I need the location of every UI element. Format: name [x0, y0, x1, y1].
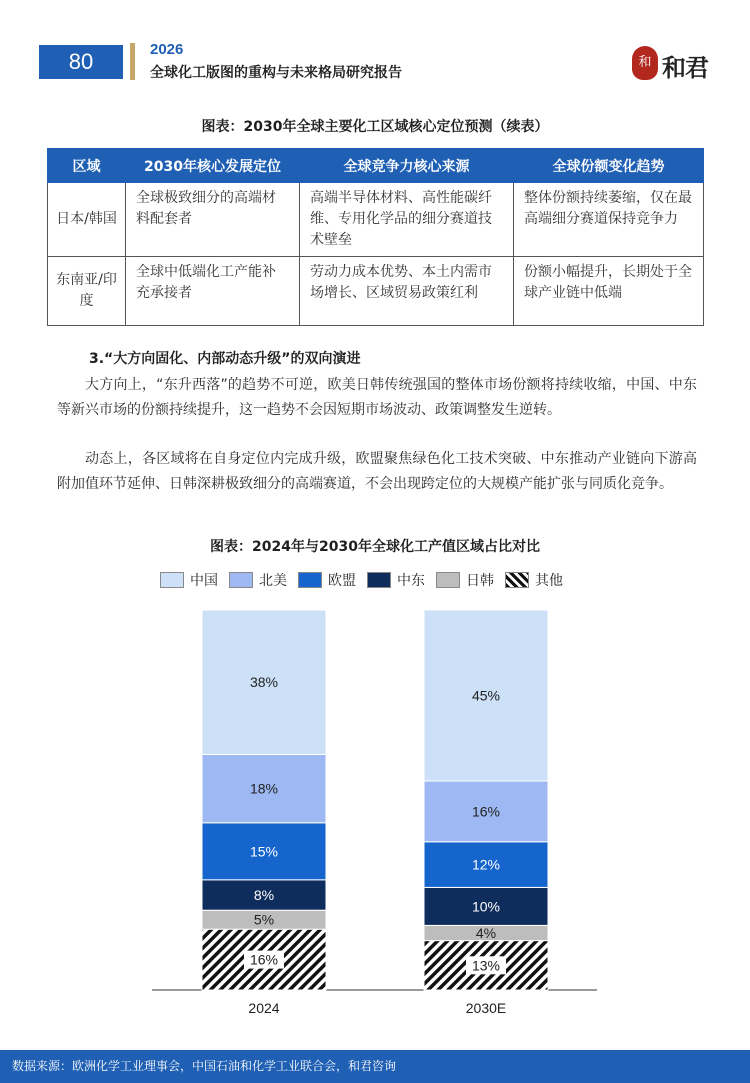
data-label: 5%	[253, 911, 275, 928]
logo-seal: 和	[632, 46, 658, 80]
position-cell: 全球中低端化工产能补充承接者	[126, 257, 300, 326]
x-tick-label: 2024	[248, 1000, 280, 1016]
column-header: 全球份额变化趋势	[514, 149, 704, 183]
data-label: 16%	[249, 951, 279, 968]
source-footer: 数据来源：欧洲化学工业理事会，中国石油和化学工业联合会，和君咨询	[0, 1050, 750, 1083]
data-label: 15%	[249, 843, 279, 860]
legend-label: 中东	[397, 573, 425, 589]
competitiveness-cell: 高端半导体材料、高性能碳纤维、专用化学品的细分赛道技术壁垒	[300, 183, 514, 257]
chart-caption: 图表：2024年与2030年全球化工产值区域占比对比	[210, 539, 540, 555]
report-title: 全球化工版图的重构与未来格局研究报告	[150, 65, 402, 81]
data-label: 38%	[249, 674, 279, 691]
column-header: 全球竞争力核心来源	[300, 149, 514, 183]
header-year: 2026	[150, 41, 184, 58]
legend-label: 欧盟	[328, 573, 356, 589]
data-label: 16%	[471, 803, 501, 820]
region-cell: 日本/韩国	[48, 183, 126, 257]
section-heading: 3.“大方向固化、内部动态升级”的双向演进	[89, 351, 361, 367]
legend-label: 中国	[190, 573, 218, 589]
competitiveness-cell: 劳动力成本优势、本土内需市场增长、区域贸易政策红利	[300, 257, 514, 326]
position-cell: 全球极致细分的高端材料配套者	[126, 183, 300, 257]
column-header: 区域	[48, 149, 126, 183]
region-cell: 东南亚/印度	[48, 257, 126, 326]
data-label: 10%	[471, 898, 501, 915]
data-label: 18%	[249, 780, 279, 797]
paragraph: 大方向上，“东升西落”的趋势不可逆，欧美日韩传统强国的整体市场份额将持续收缩，中国、中东等新兴市场的份额持续提升，这一趋势不会因短期市场波动、政策调整发生逆转。	[57, 377, 697, 418]
legend-label: 其他	[535, 573, 563, 589]
data-label: 8%	[253, 887, 275, 903]
paragraph: 动态上，各区域将在自身定位内完成升级，欧盟聚焦绿色化工技术突破、中东推动产业链向下游高附加值环节延伸、日韩深耕极致细分的高端赛道，不会出现跨定位的大规模产能扩张与同质化竞争。	[57, 451, 697, 492]
data-label: 13%	[471, 957, 501, 974]
table-caption: 图表：2030年全球主要化工区域核心定位预测（续表）	[201, 119, 549, 135]
logo-wordmark: 和君	[662, 54, 708, 82]
share-trend-cell: 份额小幅提升，长期处于全球产业链中低端	[514, 257, 704, 326]
page-number: 80	[39, 45, 123, 79]
legend-label: 北美	[259, 573, 287, 589]
share-trend-cell: 整体份额持续萎缩，仅在最高端细分赛道保持竞争力	[514, 183, 704, 257]
column-header: 2030年核心发展定位	[126, 149, 300, 183]
x-tick-label: 2030E	[465, 1000, 507, 1016]
legend-label: 日韩	[466, 573, 494, 589]
data-label: 45%	[471, 687, 501, 704]
data-label: 4%	[475, 925, 497, 941]
data-label: 12%	[471, 856, 501, 873]
